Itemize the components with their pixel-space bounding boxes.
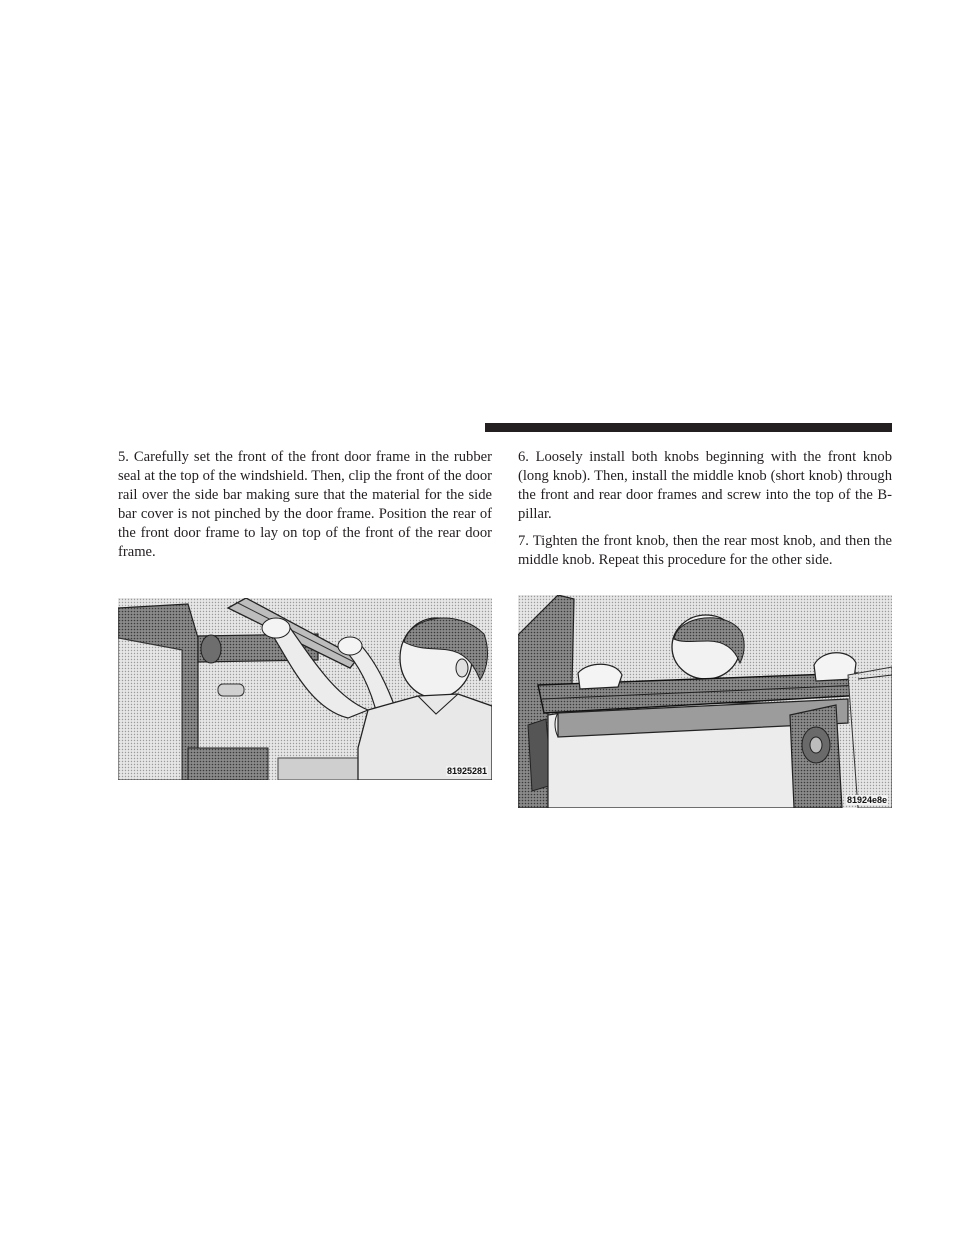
figure-front-door-frame-install <box>118 598 492 780</box>
figure-2-code: 81924e8e <box>846 795 887 805</box>
section-header-rule <box>485 423 892 432</box>
tighten-knobs-illustration <box>518 595 892 808</box>
step-5-text: 5. Carefully set the front of the front door frame in the rubber seal at the top of the windshield. Then, clip the front of the door rail over the side bar making sure that the material for the side bar cover is not pinched by the door frame. Position the rear of the front door frame to lay on top of the front of the rear door frame. <box>118 449 492 560</box>
step-6-text: 6. Loosely install both knobs beginning with the front knob (long knob). Then, install the middle knob (short knob) through the front and rear door frames and screw into the top of the B-pillar. <box>518 449 892 522</box>
figure-tighten-knobs <box>518 595 892 808</box>
figure-1-code: 81925281 <box>446 766 487 776</box>
step-7-text: 7. Tighten the front knob, then the rear most knob, and then the middle knob. Repeat this procedure for the other side. <box>518 533 892 568</box>
front-door-frame-illustration <box>118 598 492 780</box>
